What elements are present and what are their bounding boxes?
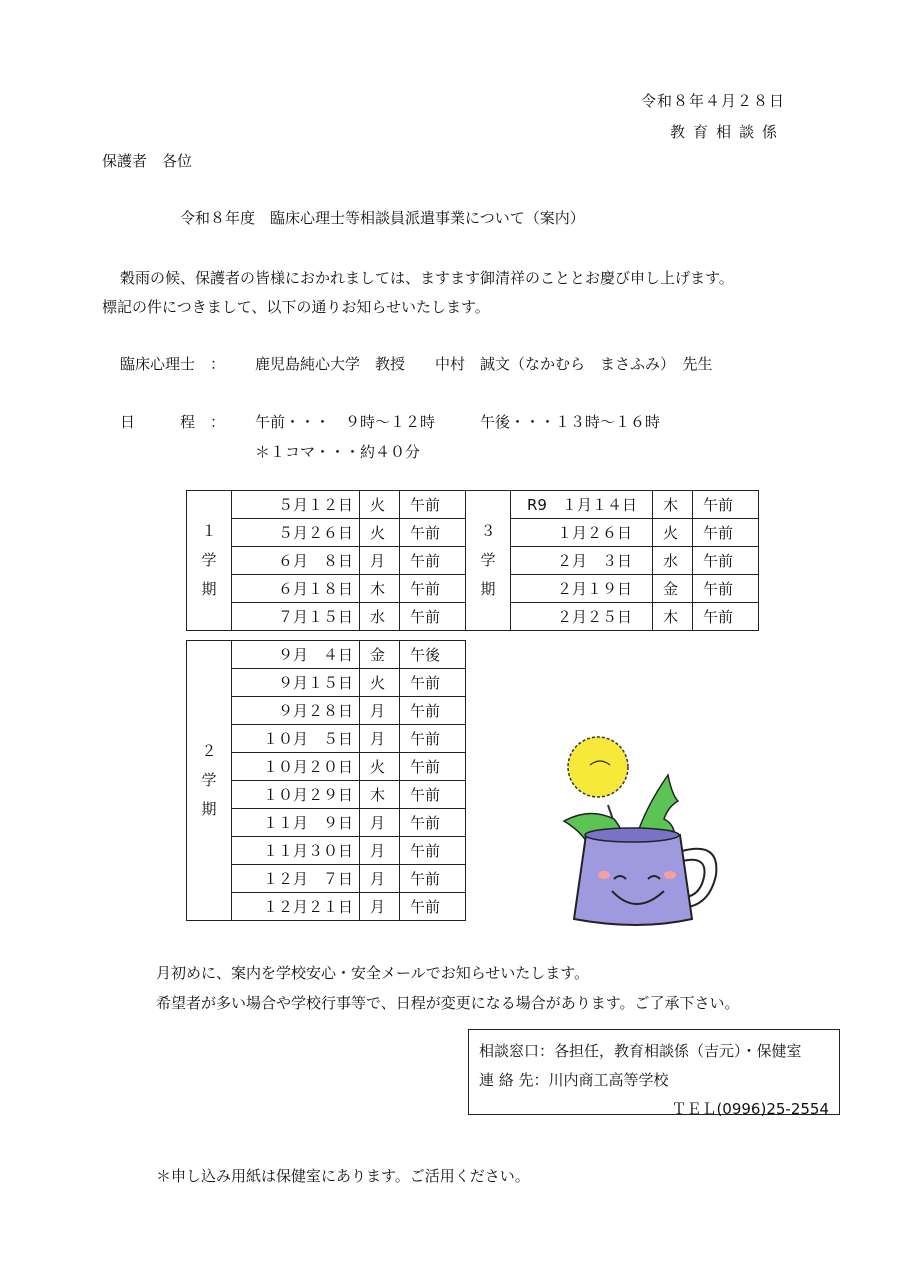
right-cheek-shape <box>664 871 676 879</box>
session-date: １月２６日 <box>511 519 653 547</box>
flower-head-shape <box>568 737 628 797</box>
session-period: 午前 <box>400 781 466 809</box>
session-date: ６月１８日 <box>232 575 360 603</box>
left-cheek-shape <box>598 871 610 879</box>
term3-label-char: ３ <box>480 522 496 540</box>
cup-rim-shape <box>585 828 679 842</box>
term2-label-char: ２ <box>201 742 217 760</box>
session-period: 午前 <box>400 603 466 631</box>
session-period: 午前 <box>693 519 759 547</box>
intro-line-2: 標記の件につきまして、以下の通りお知らせいたします。 <box>102 298 490 316</box>
session-length-note: ＊１コマ・・・約４０分 <box>255 443 421 461</box>
session-period: 午後 <box>400 641 466 669</box>
session-day: 月 <box>360 865 400 893</box>
footer-note: ＊申し込み用紙は保健室にあります。ご活用ください。 <box>156 1167 530 1185</box>
session-period: 午前 <box>400 547 466 575</box>
session-period: 午前 <box>693 603 759 631</box>
term1-label <box>187 491 232 631</box>
term3-table <box>465 490 759 631</box>
term2-label-char: 学 <box>201 771 217 789</box>
intro-line-1-text: 穀雨の候、保護者の皆様におかれましては、ますます御清祥のこととお慶び申し上げます。 <box>120 269 734 287</box>
contact-window: 相談窓口：各担任，教育相談係（吉元）・保健室 <box>479 1042 802 1060</box>
session-date: １１月３０日 <box>232 837 360 865</box>
session-date: １１月 ９日 <box>232 809 360 837</box>
session-date: ５月２６日 <box>232 519 360 547</box>
session-day: 火 <box>360 519 400 547</box>
cup-body-shape <box>574 831 692 925</box>
session-date: ２月１９日 <box>511 575 653 603</box>
psychologist-row <box>120 353 713 374</box>
term3-label-char: 期 <box>480 580 496 598</box>
term1-label-char: 期 <box>201 580 217 598</box>
session-period: 午前 <box>693 575 759 603</box>
document-date: 令和８年４月２８日 <box>640 92 785 110</box>
session-day: 木 <box>653 491 693 519</box>
session-period: 午前 <box>400 575 466 603</box>
schedule-row <box>120 411 660 432</box>
session-day: 月 <box>360 893 400 921</box>
session-day: 火 <box>653 519 693 547</box>
term1-label-char: １ <box>201 522 217 540</box>
session-date: ６月 ８日 <box>232 547 360 575</box>
session-day: 火 <box>360 491 400 519</box>
session-period: 午前 <box>693 491 759 519</box>
term2-label-char: 期 <box>201 800 217 818</box>
session-day: 水 <box>360 603 400 631</box>
session-day: 月 <box>360 547 400 575</box>
table-row <box>466 491 759 519</box>
session-period: 午前 <box>400 519 466 547</box>
session-period: 午前 <box>400 837 466 865</box>
dandelion-cup-icon <box>560 735 730 935</box>
session-day: 水 <box>653 547 693 575</box>
contact-tel: ＴＥＬ(0996)25-2554 <box>671 1100 829 1118</box>
session-period: 午前 <box>400 491 466 519</box>
session-day: 月 <box>360 697 400 725</box>
term1-table <box>186 490 466 631</box>
contact-address: 連 絡 先：川内商工高等学校 <box>479 1071 669 1089</box>
notice-line-1: 月初めに、案内を学校安心・安全メールでお知らせいたします。 <box>156 964 590 982</box>
session-day: 金 <box>360 641 400 669</box>
psychologist-value: 鹿児島純心大学 教授 中村 誠文（なかむら まさふみ） 先生 <box>255 355 713 373</box>
session-date: １０月２０日 <box>232 753 360 781</box>
session-period: 午前 <box>400 809 466 837</box>
session-day: 月 <box>360 725 400 753</box>
session-period: 午前 <box>400 753 466 781</box>
session-date: ７月１５日 <box>232 603 360 631</box>
term3-label <box>466 491 511 631</box>
schedule-label: 日 程 ： <box>120 413 226 431</box>
intro-line-1 <box>102 267 734 288</box>
session-date: ９月 ４日 <box>232 641 360 669</box>
table-row <box>187 641 466 669</box>
session-period: 午前 <box>400 725 466 753</box>
session-day: 火 <box>360 753 400 781</box>
session-day: 木 <box>653 603 693 631</box>
term2-label <box>187 641 232 921</box>
notice-line-2: 希望者が多い場合や学校行事等で、日程が変更になる場合があります。ご了承下さい。 <box>156 994 740 1012</box>
session-date: １０月２９日 <box>232 781 360 809</box>
session-date: R9 １月１４日 <box>511 491 653 519</box>
session-period: 午前 <box>400 669 466 697</box>
session-date: ９月１５日 <box>232 669 360 697</box>
term3-label-char: 学 <box>480 551 496 569</box>
session-period: 午前 <box>400 865 466 893</box>
session-day: 木 <box>360 781 400 809</box>
session-date: ２月２５日 <box>511 603 653 631</box>
session-period: 午前 <box>400 697 466 725</box>
session-period: 午前 <box>693 547 759 575</box>
document-title: 令和８年度 臨床心理士等相談員派遣事業について（案内） <box>180 209 585 227</box>
psychologist-label: 臨床心理士 ： <box>120 355 226 373</box>
issuing-department: 教育相談係 <box>669 123 785 141</box>
session-day: 月 <box>360 837 400 865</box>
session-date: １２月 ７日 <box>232 865 360 893</box>
session-day: 金 <box>653 575 693 603</box>
session-day: 月 <box>360 809 400 837</box>
addressee: 保護者 各位 <box>102 152 193 170</box>
term2-table <box>186 640 466 921</box>
session-day: 木 <box>360 575 400 603</box>
session-date: １０月 ５日 <box>232 725 360 753</box>
session-period: 午前 <box>400 893 466 921</box>
schedule-value: 午前・・・ ９時～１２時 午後・・・１３時～１６時 <box>255 413 661 431</box>
session-date: ２月 ３日 <box>511 547 653 575</box>
session-day: 火 <box>360 669 400 697</box>
session-date: ５月１２日 <box>232 491 360 519</box>
table-row <box>187 491 466 519</box>
term1-label-char: 学 <box>201 551 217 569</box>
session-date: １２月２１日 <box>232 893 360 921</box>
session-date: ９月２８日 <box>232 697 360 725</box>
contact-box <box>468 1029 840 1118</box>
